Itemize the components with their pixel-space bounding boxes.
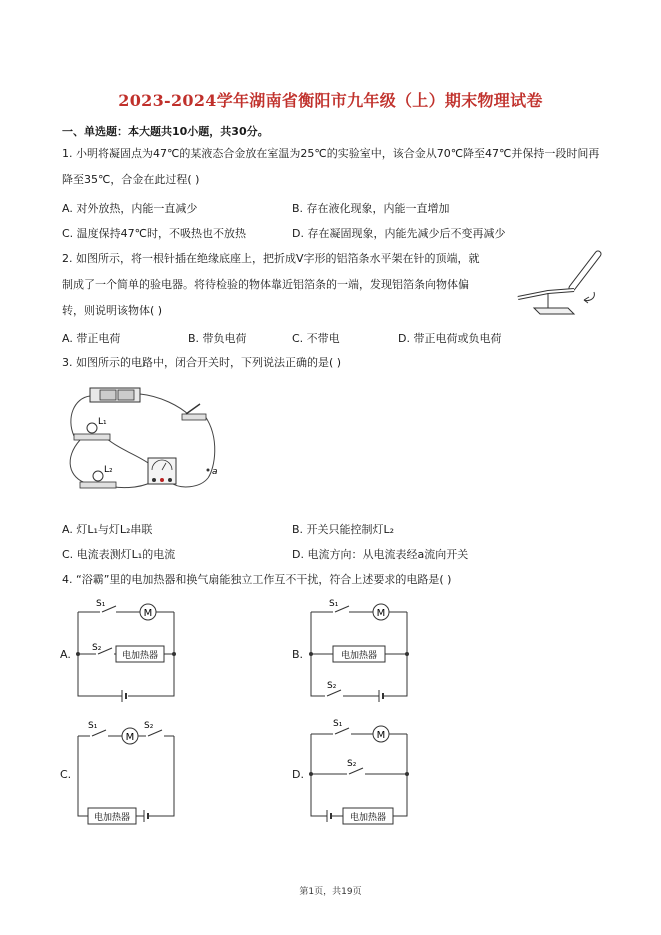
l2-label: L₂ [104,465,113,475]
page-footer: 第1页，共19页 [299,887,362,897]
q4-label-a: A. [60,648,71,661]
lamp-l1 [74,417,110,440]
heater-label: 电加热器 [349,813,387,823]
q2-option-c: C. 不带电 [292,332,340,345]
heater-label: 电加热器 [340,651,378,661]
s2-label: S₂ [327,681,337,691]
q2-option-b: B. 带负电荷 [188,332,247,345]
q4-stem: 4. “浴霸”里的电加热器和换气扇能独立工作互不干扰，符合上述要求的电路是( ) [62,573,452,586]
insulating-base [534,308,574,314]
battery-pack [90,388,140,402]
circuit-b [303,596,418,708]
q3-circuit-figure [60,378,225,498]
l1-label: L₁ [98,417,107,427]
motor-icon: M [376,608,386,619]
q3-option-c: C. 电流表测灯L₁的电流 [62,548,176,561]
q1-stem-line2: 降至35℃，合金在此过程( ) [62,173,200,186]
q1-stem-line1: 1. 小明将凝固点为47℃的某液态合金放在室温为25℃的实验室中，该合金从70℃降至47℃并保持一段时间再 [62,147,600,160]
heater-label: 电加热器 [121,651,159,661]
q1-option-c: C. 温度保持47℃时，不吸热也不放热 [62,227,247,240]
circuit-c [70,716,185,831]
ammeter [148,458,176,484]
s1-label: S₁ [329,599,339,609]
s1-label: S₁ [88,721,98,731]
q2-option-d: D. 带正电荷或负电荷 [398,332,502,345]
s1-label: S₁ [333,719,343,729]
foil-strip [518,290,574,298]
q2-stem-line1: 2. 如图所示，将一根针插在绝缘底座上，把折成V字形的铝箔条水平架在针的顶端，就 [62,252,480,265]
s2-label: S₂ [92,643,102,653]
section-heading: 一、单选题：本大题共10小题，共30分。 [62,125,269,138]
q3-option-d: D. 电流方向：从电流表经a流向开关 [292,548,469,561]
q1-option-d: D. 存在凝固现象，内能先减少后不变再减少 [292,227,506,240]
q3-stem: 3. 如图所示的电路中，闭合开关时，下列说法正确的是( ) [62,356,342,369]
q2-stem-line3: 转，则说明该物体( ) [62,304,163,317]
motor-icon: M [125,732,135,743]
q2-stem-line2: 制成了一个简单的验电器。将待检验的物体靠近铝箔条的一端，发现铝箔条向物体偏 [62,278,469,291]
s2-label: S₂ [347,759,357,769]
s2-label: S₂ [144,721,154,731]
charged-rod [572,254,598,288]
page-title: 2023-2024学年湖南省衡阳市九年级（上）期末物理试卷 [118,91,543,110]
q3-option-a: A. 灯L₁与灯L₂串联 [62,523,153,536]
motor-icon: M [376,730,386,741]
q4-label-c: C. [60,768,72,781]
q3-option-b: B. 开关只能控制灯L₂ [292,523,395,536]
electroscope-figure [512,246,608,322]
q4-label-b: B. [292,648,304,661]
q1-option-a: A. 对外放热，内能一直减少 [62,202,198,215]
q2-option-a: A. 带正电荷 [62,332,121,345]
point-a-label: a [212,467,218,477]
heater-label: 电加热器 [93,813,131,823]
circuit-a [70,596,185,708]
s1-label: S₁ [96,599,106,609]
motor-icon: M [143,608,153,619]
circuit-d [303,716,418,831]
q1-option-b: B. 存在液化现象，内能一直增加 [292,202,450,215]
q4-label-d: D. [292,768,304,781]
lamp-l2 [80,465,116,488]
